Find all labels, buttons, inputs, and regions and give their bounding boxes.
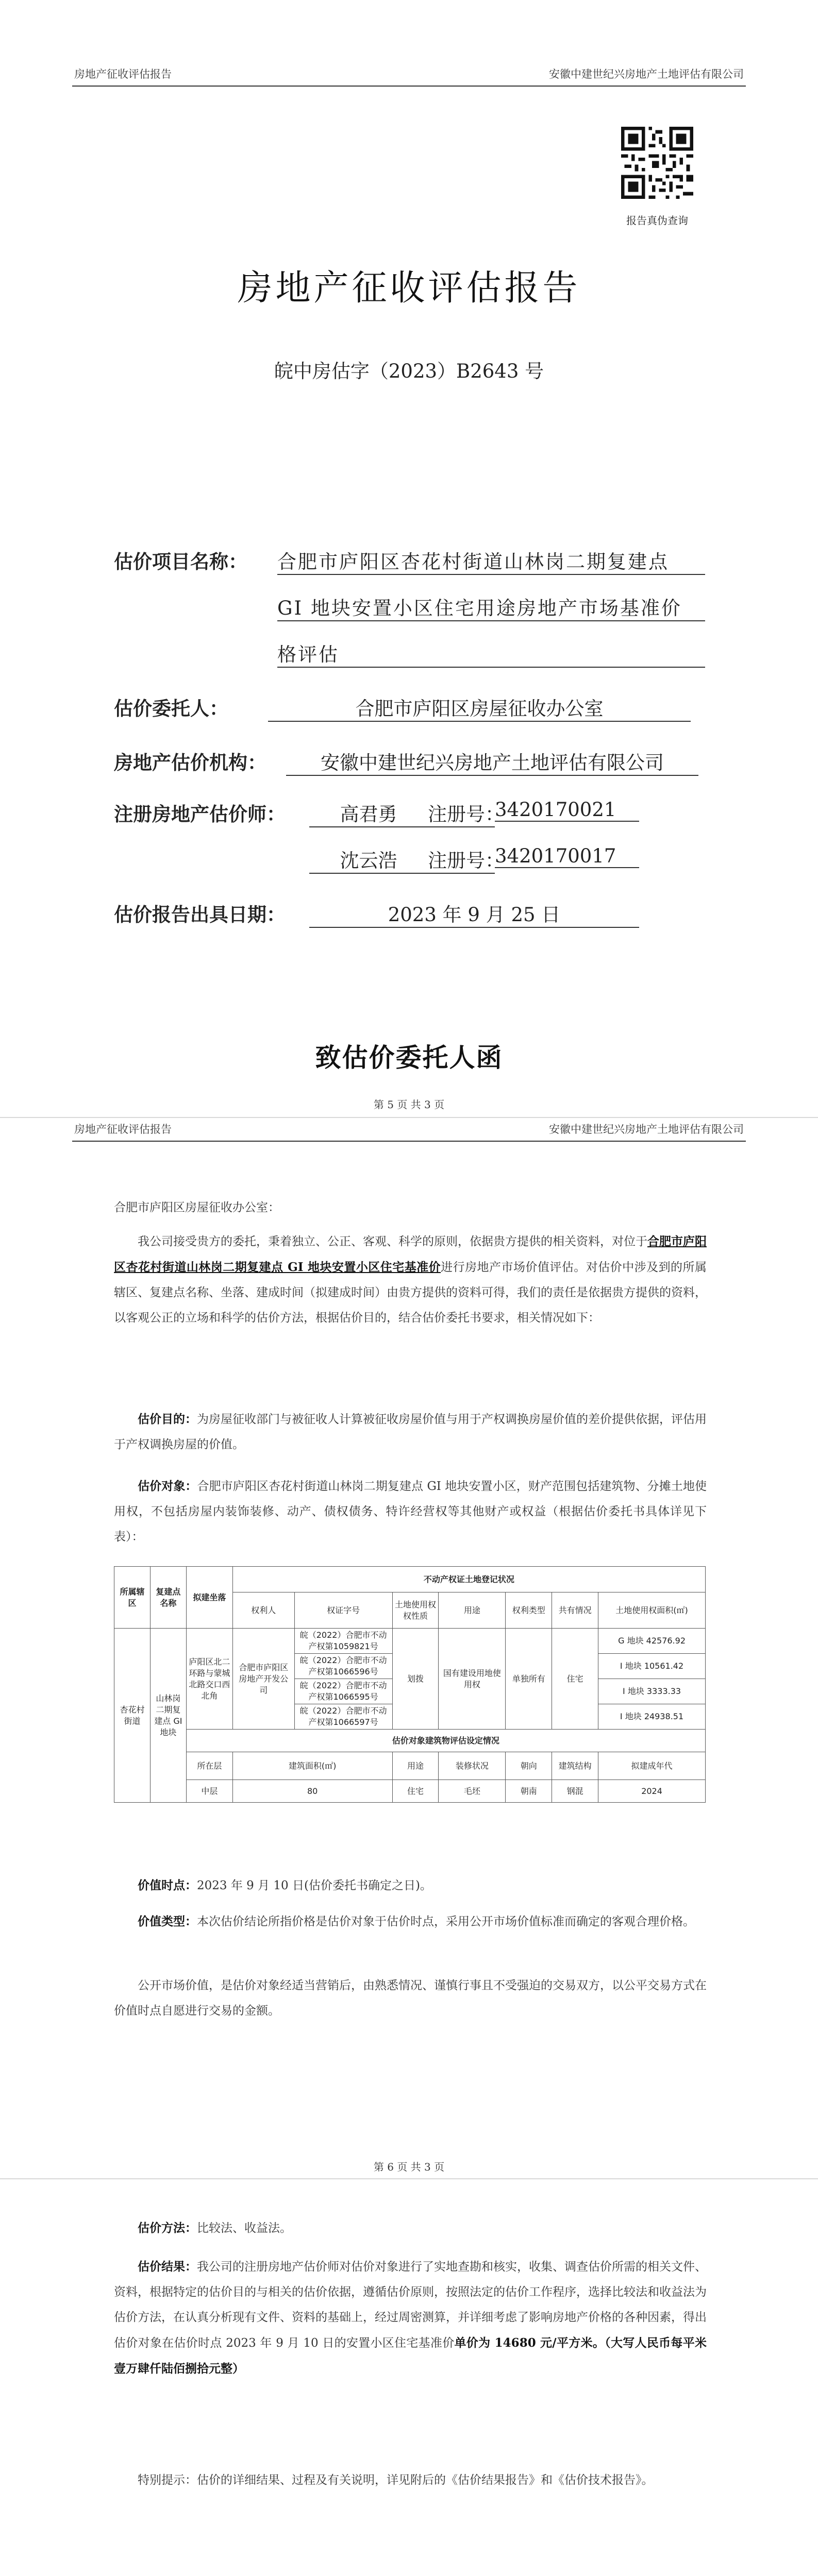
valuer-1-reg-label: 注册号： [428, 799, 495, 827]
th-floor: 所在层 [186, 1752, 232, 1780]
cell-cert: 皖（2022）合肥市不动产权第1066595号 [294, 1679, 392, 1704]
th-property: 不动产权证土地登记状况 [232, 1567, 705, 1592]
cell-usage-type: 单独所有 [506, 1629, 552, 1730]
cell-cert: 皖（2022）合肥市不动产权第1059821号 [294, 1629, 392, 1654]
cell-decor: 毛坯 [439, 1780, 506, 1803]
th-facing: 朝向 [506, 1752, 552, 1780]
th-location: 拟建坐落 [186, 1567, 232, 1629]
th-use: 用途 [439, 1592, 506, 1629]
report-title: 房地产征收评估报告 [237, 268, 581, 309]
result-price: 单价为 14680 元/平方米。（大写人民币每平米壹万肆仟陆佰捌拾元整） [114, 2336, 707, 2376]
client-value: 合肥市庐阳区房屋征收办公室 [268, 693, 691, 722]
cell-district: 杏花村街道 [114, 1629, 151, 1803]
client-row [114, 693, 228, 721]
report-date: 2023 年 9 月 25 日 [309, 899, 639, 928]
letter-page-2 [0, 2179, 818, 2576]
cell-site: 山林岗二期复建点 GI 地块 [150, 1629, 186, 1803]
intro-paragraph: 我公司接受贵方的委托，秉着独立、公正、客观、科学的原则，依据贵方提供的相关资料，对位于合肥市庐阳区杏花村街道山林岗二期复建点 GI 地块安置小区住宅基准价进行房地产市场价值评估。对估价中涉及到的所属辖区、复建点名称、坐落、建成时间（拟建成时间）由贵方提供的资料可得，我们的责任是依据贵方提供的资料，以客观公正的立场和科学的估价方法，根据估价目的，结合估价委托书要求，相关情况如下： [114, 1234, 707, 1325]
letter-page-1 [0, 1118, 818, 2179]
cell-owner: 合肥市庐阳区房地产开发公司 [232, 1629, 294, 1730]
cell-use: 国有建设用地使用权 [439, 1629, 506, 1730]
property-table [114, 1566, 706, 1803]
header-right: 安徽中建世纪兴房地产土地评估有限公司 [549, 1123, 744, 1136]
purpose-paragraph: 估价目的：为房屋征收部门与被征收人计算被征收房屋价值与用于产权调换房屋价值的差价提供依据，评估用于产权调换房屋的价值。 [114, 1412, 707, 1451]
result-paragraph: 估价结果：我公司的注册房地产估价师对估价对象进行了实地查勘和核实，收集、调查估价所需的相关文件、资料，根据特定的估价目的与相关的估价依据，遵循估价原则，按照法定的估价工作程序，选择比较法和收益法为估价方法，在认真分析现有文件、资料的基础上，经过周密测算，并详细考虑了影响房地产价格的各种因素，得出估价对象在估价时点 2023 年 9 月 10 日的安置小区住宅基准价单价为 14680 元/平方米。（大写人民币每平米壹万肆仟陆佰捌拾元整） [114, 2260, 707, 2376]
date-label: 估价报告出具日期： [114, 904, 286, 926]
valuer-2-name: 沈云浩 [309, 845, 428, 874]
th-district: 所属辖区 [114, 1567, 151, 1629]
object-paragraph: 估价对象：合肥市庐阳区杏花村街道山林岗二期复建点 GI 地块安置小区，财产范围包括建筑物、分摊土地使用权，不包括房屋内装饰装修、动产、债权债务、特许经营权等其他财产或权益（根据估价委托书具体详见下表）： [114, 1479, 707, 1544]
value-time-paragraph: 价值时点：2023 年 9 月 10 日(估价委托书确定之日)。 [138, 1878, 432, 1892]
th-land-type: 土地使用权权性质 [392, 1592, 439, 1629]
page-header [72, 67, 746, 87]
market-value-paragraph: 公开市场价值，是估价对象经适当营销后，由熟悉情况、谨慎行事且不受强迫的交易双方，以公平交易方式在价值时点自愿进行交易的金额。 [114, 1979, 707, 2018]
page-header [72, 1122, 746, 1142]
project-line-3: 格评估 [277, 639, 705, 668]
page-footer: 第 6 页 共 3 页 [373, 2161, 445, 2173]
cell-cert: 皖（2022）合肥市不动产权第1066597号 [294, 1704, 392, 1730]
th-cert: 权证字号 [294, 1592, 392, 1629]
client-label: 估价委托人： [114, 698, 228, 720]
th-owner: 权利人 [232, 1592, 294, 1629]
cell-location: 庐阳区北二环路与蒙城北路交口西北角 [186, 1629, 232, 1730]
valuer-2-reg-no: 3420170017 [495, 845, 639, 868]
valuer-1-name: 高君勇 [309, 799, 428, 827]
project-label-row [114, 546, 247, 574]
firm-row [114, 747, 266, 775]
cell-floor: 中层 [186, 1780, 232, 1803]
th-area: 土地使用权面积(㎡) [598, 1592, 706, 1629]
special-paragraph: 特别提示：估价的详细结果、过程及有关说明，详见附后的《估价结果报告》和《估价技术报告》。 [138, 2473, 654, 2487]
header-right: 安徽中建世纪兴房地产土地评估有限公司 [549, 68, 744, 80]
page-footer: 第 5 页 共 3 页 [373, 1098, 445, 1111]
cell-facing: 朝南 [506, 1780, 552, 1803]
firm-value: 安徽中建世纪兴房地产土地评估有限公司 [286, 747, 698, 776]
valuer-1-reg-no: 3420170021 [495, 799, 639, 822]
firm-label: 房地产估价机构： [114, 752, 266, 774]
cell-shared: 住宅 [552, 1629, 598, 1730]
cell-area: I 地块 3333.33 [598, 1679, 706, 1704]
th-year: 拟建成年代 [598, 1752, 706, 1780]
qr-caption: 报告真伪查询 [626, 214, 688, 227]
cell-cert: 皖（2022）合肥市不动产权第1066596号 [294, 1654, 392, 1679]
th-shared: 共有情况 [552, 1592, 598, 1629]
qr-code[interactable] [621, 127, 693, 199]
header-left: 房地产征收评估报告 [74, 68, 172, 80]
cell-area: I 地块 10561.42 [598, 1654, 706, 1679]
cell-area: I 地块 24938.51 [598, 1704, 706, 1730]
cell-purpose: 住宅 [392, 1780, 439, 1803]
cell-land-type: 划拨 [392, 1629, 439, 1730]
th-struct: 建筑结构 [552, 1752, 598, 1780]
th-purpose: 用途 [392, 1752, 439, 1780]
th-setting: 估价对象建筑物评估设定情况 [186, 1730, 705, 1752]
project-line-2: GI 地块安置小区住宅用途房地产市场基准价 [277, 592, 705, 621]
salutation: 合肥市庐阳区房屋征收办公室： [114, 1201, 280, 1214]
valuer-label: 注册房地产估价师： [114, 803, 286, 825]
cell-bldg-area: 80 [232, 1780, 392, 1803]
method-paragraph: 估价方法：比较法、收益法。 [138, 2221, 292, 2235]
project-emphasis: 合肥市庐阳区杏花村街道山林岗二期复建点 GI 地块安置小区住宅基准价 [114, 1234, 707, 1274]
valuer-row [114, 799, 286, 826]
project-label: 估价项目名称： [114, 551, 247, 573]
th-site: 复建点名称 [150, 1567, 186, 1629]
th-usage-type: 权利类型 [506, 1592, 552, 1629]
valuer-2-reg-label: 注册号： [428, 845, 495, 874]
header-left: 房地产征收评估报告 [74, 1123, 172, 1136]
th-decor: 装修状况 [439, 1752, 506, 1780]
date-row [114, 899, 286, 927]
letter-title: 致估价委托人函 [315, 1043, 503, 1073]
cell-struct: 钢混 [552, 1780, 598, 1803]
cell-year: 2024 [598, 1780, 706, 1803]
report-number: 皖中房估字（2023）B2643 号 [274, 360, 544, 382]
value-type-paragraph: 价值类型：本次估价结论所指价格是估价对象于估价时点，采用公开市场价值标准而确定的客观合理价格。 [138, 1914, 695, 1928]
project-line-1: 合肥市庐阳区杏花村街道山林岗二期复建点 [277, 546, 705, 575]
cell-area: G 地块 42576.92 [598, 1629, 706, 1654]
cover-page [0, 0, 818, 1118]
th-bldg-area: 建筑面积(㎡) [232, 1752, 392, 1780]
